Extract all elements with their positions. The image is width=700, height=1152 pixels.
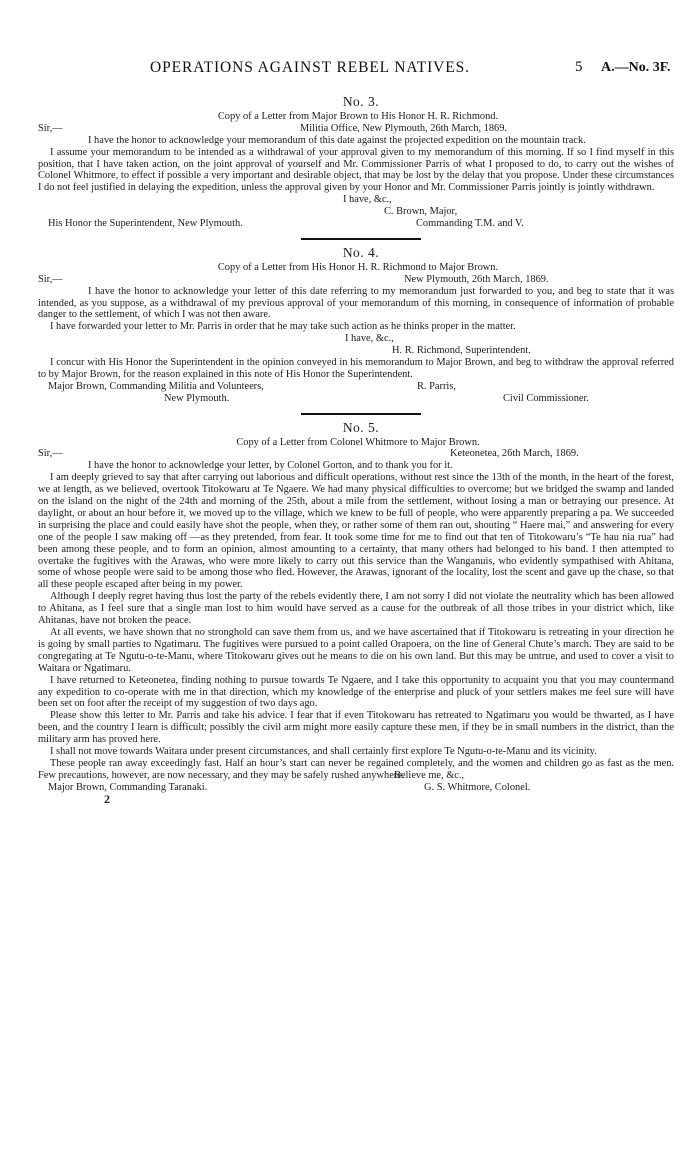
- paragraph: These people ran away exceedingly fast. Half an hour’s start can never be regained completely, and the women and children go as fast as the men. Few precautions, however, are now necessary, and they may be safely rushed anywhere.: [38, 757, 674, 781]
- paragraph: I have returned to Keteonetea, finding nothing to pursue towards Te Ngaere, and I take this opportunity to acquaint you that you may countermand any expedition to co-operate with me in that direction, which my knowledge of the enterprise and pluck of your settlers makes me feel sure will have been set on foot after the receipt of my suggestion of two days ago.: [38, 674, 674, 710]
- salutation-row: [38, 123, 674, 135]
- closing: I have, &c.,: [343, 194, 392, 206]
- paragraph: I have the honor to acknowledge your letter of this date referring to my memorandum just forwarded to you, and beg to state that it was intended, as you suppose, as a withdrawal of my previous approval of your memorandum of this morning, in consequence of information of probable danger to the settlement, of which I was not then aware.: [38, 285, 674, 321]
- closing-row: [38, 194, 674, 206]
- signer: C. Brown, Major,: [384, 206, 458, 218]
- salutation-row: [38, 274, 674, 286]
- addressee: Major Brown, Commanding Taranaki.: [48, 781, 208, 793]
- paragraph: Please show this letter to Mr. Parris and take his advice. I fear that if even Titokowaru has retreated to Ngatimaru you would be thwarted, as I have been, and the country I learn is difficult; possibly the civil arm might more easily capture these men, if they be in small numbers in the district, than the military arm has proved here.: [38, 710, 674, 746]
- salutation: Sir,—: [38, 273, 63, 285]
- addressee: His Honor the Superintendent, New Plymouth.: [48, 218, 243, 230]
- letter-no-5: [38, 419, 674, 806]
- paragraph: Although I deeply regret having thus lost the party of the rebels evidently there, I am not sorry I did not violate the neutrality which has been allowed to Ahitana, as I feel sure that a single man lost to him would have served as a cause for the outbreak of all those tribes in your district which, like Ahitanas, have not broken the peace.: [38, 591, 674, 627]
- addressee-row: [38, 218, 674, 230]
- signer: G. S. Whitmore, Colonel.: [424, 781, 531, 793]
- signature-mark: 2: [104, 791, 110, 806]
- place-date: Militia Office, New Plymouth, 26th March, 1869.: [300, 122, 508, 134]
- closing: Believe me, &c.,: [394, 769, 465, 781]
- addressee: Major Brown, Commanding Militia and Volunteers,: [48, 380, 264, 392]
- closing-row: [38, 333, 674, 345]
- signer-row: [38, 345, 674, 357]
- running-title: OPERATIONS AGAINST REBEL NATIVES.: [150, 59, 470, 76]
- paragraph: I am deeply grieved to say that after carrying out laborious and difficult operations, without rest since the 13th of the month, in the heart of the forest, we at length, as we believed, overtook Titokowaru at Te Ngaere. We had many physical difficulties to overcome; but we bridged the swamp and landed on the island on the night of the 24th and morning of the 25th, about a mile from the settlement, without losing a man or betraying our presence. At daylight, or about an hour before it, we moved up to the village, which we knew to be full of people, who were apparently preparing a pa. We succeeded in surprising the place and could easily have shot the people, when they, or rather some of them ran out, shouting “ Haere mai,” and answering for every one of the people I saw making off —as they pretended, from fear. It took some time for me to find out that ten of Titokowaru’s “Te hau nia rua” had been among these people, and to form an opinion, almost amounting to a certainty, that many others had belonged to his band. I then attempted to overtake the fugitives with the Arawas, who were more likely to carry out this service than the Wanganuis, who evidently sympathised with Ahitana, some of whose people were said to be among those who fled. However, the Arawas, ignorant of the locality, lost the scent and gave up the chase, so that all these people escaped after being in my power.: [38, 472, 674, 591]
- signer: R. Parris,: [417, 380, 456, 392]
- letter-no-4: [38, 244, 674, 405]
- signer-row: [38, 206, 674, 218]
- place-date: Keteonetea, 26th March, 1869.: [450, 448, 579, 460]
- paragraph: I concur with His Honor the Superintendent in the opinion conveyed in his memorandum to Major Brown, and beg to withdraw the approval referred to by Major Brown, for the reason explained in this note of His Honor the Superintendent.: [38, 357, 674, 380]
- letter-caption: Copy of a Letter from His Honor H. R. Richmond to Major Brown.: [217, 261, 499, 273]
- paragraph: I assume your memorandum to be intended as a withdrawal of your approval given to my memorandum of this morning. If so I find myself in this position, that I have taken action, on the joint approval of yourself and Mr. Commissioner Parris of what I proposed to do, to carry out the wishes of Colonel Whitmore, to effect if possible a very important and desirable object, that may be lost by the delay that you propose. Under these circumstances I do not feel justified in delaying the expedition, unless the approval given by your Honor and Mr. Commissioner Parris jointly is jointly withdrawn.: [38, 146, 674, 194]
- addressee-row: [38, 393, 674, 405]
- paragraph: I have the honor to acknowledge your memorandum of this date against the projected expedition on the mountain track.: [88, 134, 586, 146]
- paragraph: I have the honor to acknowledge your letter, by Colonel Gorton, and to thank you for it.: [88, 460, 453, 472]
- place-date: New Plymouth, 26th March, 1869.: [404, 273, 549, 285]
- letter-number: No. 3.: [342, 94, 380, 109]
- section-divider: [301, 413, 421, 415]
- page-content: [38, 96, 674, 806]
- closing-row: [38, 770, 674, 782]
- paragraph: At all events, we have shown that no stronghold can save them from us, and we have ascertained that if Titokowaru is retreating in your direction he is going by small parties to Ngatimaru. The fugitives were pursued to a point called Orapoera, on the line of General Chute’s march. They are said to be congregating at Te Ngutu-o-te-Manu, where Titokowaru gives out he means to die on his own land. But this may be untrue, and used to cover a visit to Waitara or Ngatimaru.: [38, 627, 674, 674]
- paragraph: I have forwarded your letter to Mr. Parris in order that he may take such action as he thinks proper in the matter.: [50, 321, 516, 333]
- letter-caption: Copy of a Letter from Colonel Whitmore to Major Brown.: [236, 436, 480, 448]
- salutation-row: [38, 448, 674, 460]
- signer-title: Commanding T.M. and V.: [416, 218, 524, 230]
- addressee-row: [38, 381, 674, 393]
- letter-caption: Copy of a Letter from Major Brown to His Honor H. R. Richmond.: [217, 110, 499, 122]
- signer-title: Civil Commissioner.: [503, 392, 590, 404]
- section-divider: [301, 238, 421, 240]
- letter-no-3: [38, 96, 674, 230]
- salutation: Sir,—: [38, 448, 63, 460]
- document-reference: A.—No. 3F.: [601, 60, 671, 75]
- signer: H. R. Richmond, Superintendent.: [392, 345, 531, 357]
- addressee-row: [38, 782, 674, 794]
- salutation: Sir,—: [38, 122, 63, 134]
- paragraph: I shall not move towards Waitara under present circumstances, and shall certainly first explore Te Ngutu-o-te-Manu and its vicinity.: [50, 746, 597, 758]
- addressee-location: New Plymouth.: [164, 392, 230, 404]
- closing: I have, &c.,: [345, 333, 394, 345]
- page-number: 5: [575, 59, 583, 75]
- letter-number: No. 4.: [342, 244, 380, 260]
- letter-number: No. 5.: [342, 419, 380, 435]
